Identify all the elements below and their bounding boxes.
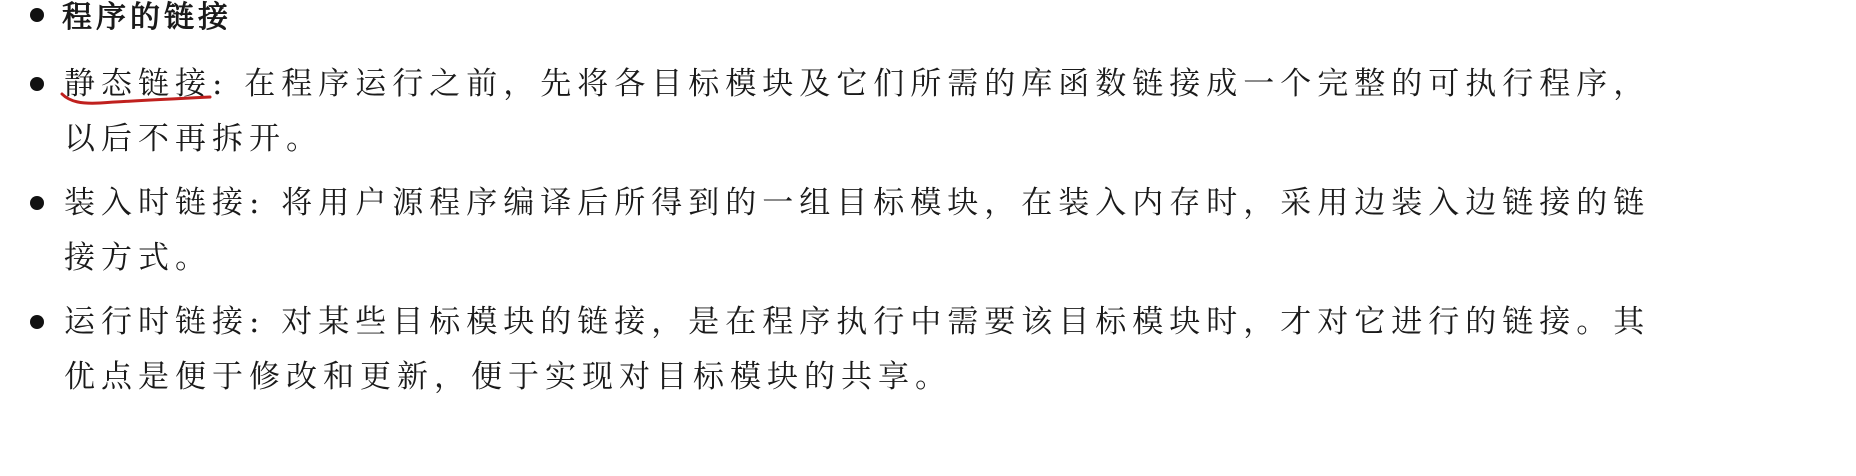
bullet-1: [30, 77, 44, 91]
list-item: [64, 295, 1844, 405]
list-item-description: : 对某些目标模块的链接，是在程序执行中需要该目标模块时，才对它进行的链接。其: [249, 304, 1651, 340]
section-heading-text: 程序的链接: [62, 0, 232, 35]
list-item-line-2: 以后不再拆开。: [64, 121, 323, 157]
list-item-term: 静态链接: [64, 66, 212, 102]
list-item: [64, 176, 1844, 286]
handwritten-underline-annotation: [60, 88, 212, 110]
list-item-line-1: [64, 176, 1844, 231]
list-item-term: 装入时链接: [64, 185, 249, 221]
list-item-line-1: [64, 295, 1844, 350]
bullet-2: [30, 196, 44, 210]
list-item-description: : 在程序运行之前，先将各目标模块及它们所需的库函数链接成一个完整的可执行程序，: [212, 66, 1651, 102]
heading-bullet: [30, 8, 44, 22]
list-item-term: 运行时链接: [64, 304, 249, 340]
list-item-line-2: 接方式。: [64, 240, 212, 276]
list-item-line-2: 优点是便于修改和更新，便于实现对目标模块的共享。: [64, 359, 952, 395]
list-item-line-1: [64, 57, 1844, 112]
section-heading: [62, 0, 232, 34]
bullet-3: [30, 315, 44, 329]
list-item: [64, 57, 1844, 167]
list-item-description: : 将用户源程序编译后所得到的一组目标模块，在装入内存时，采用边装入边链接的链: [249, 185, 1651, 221]
